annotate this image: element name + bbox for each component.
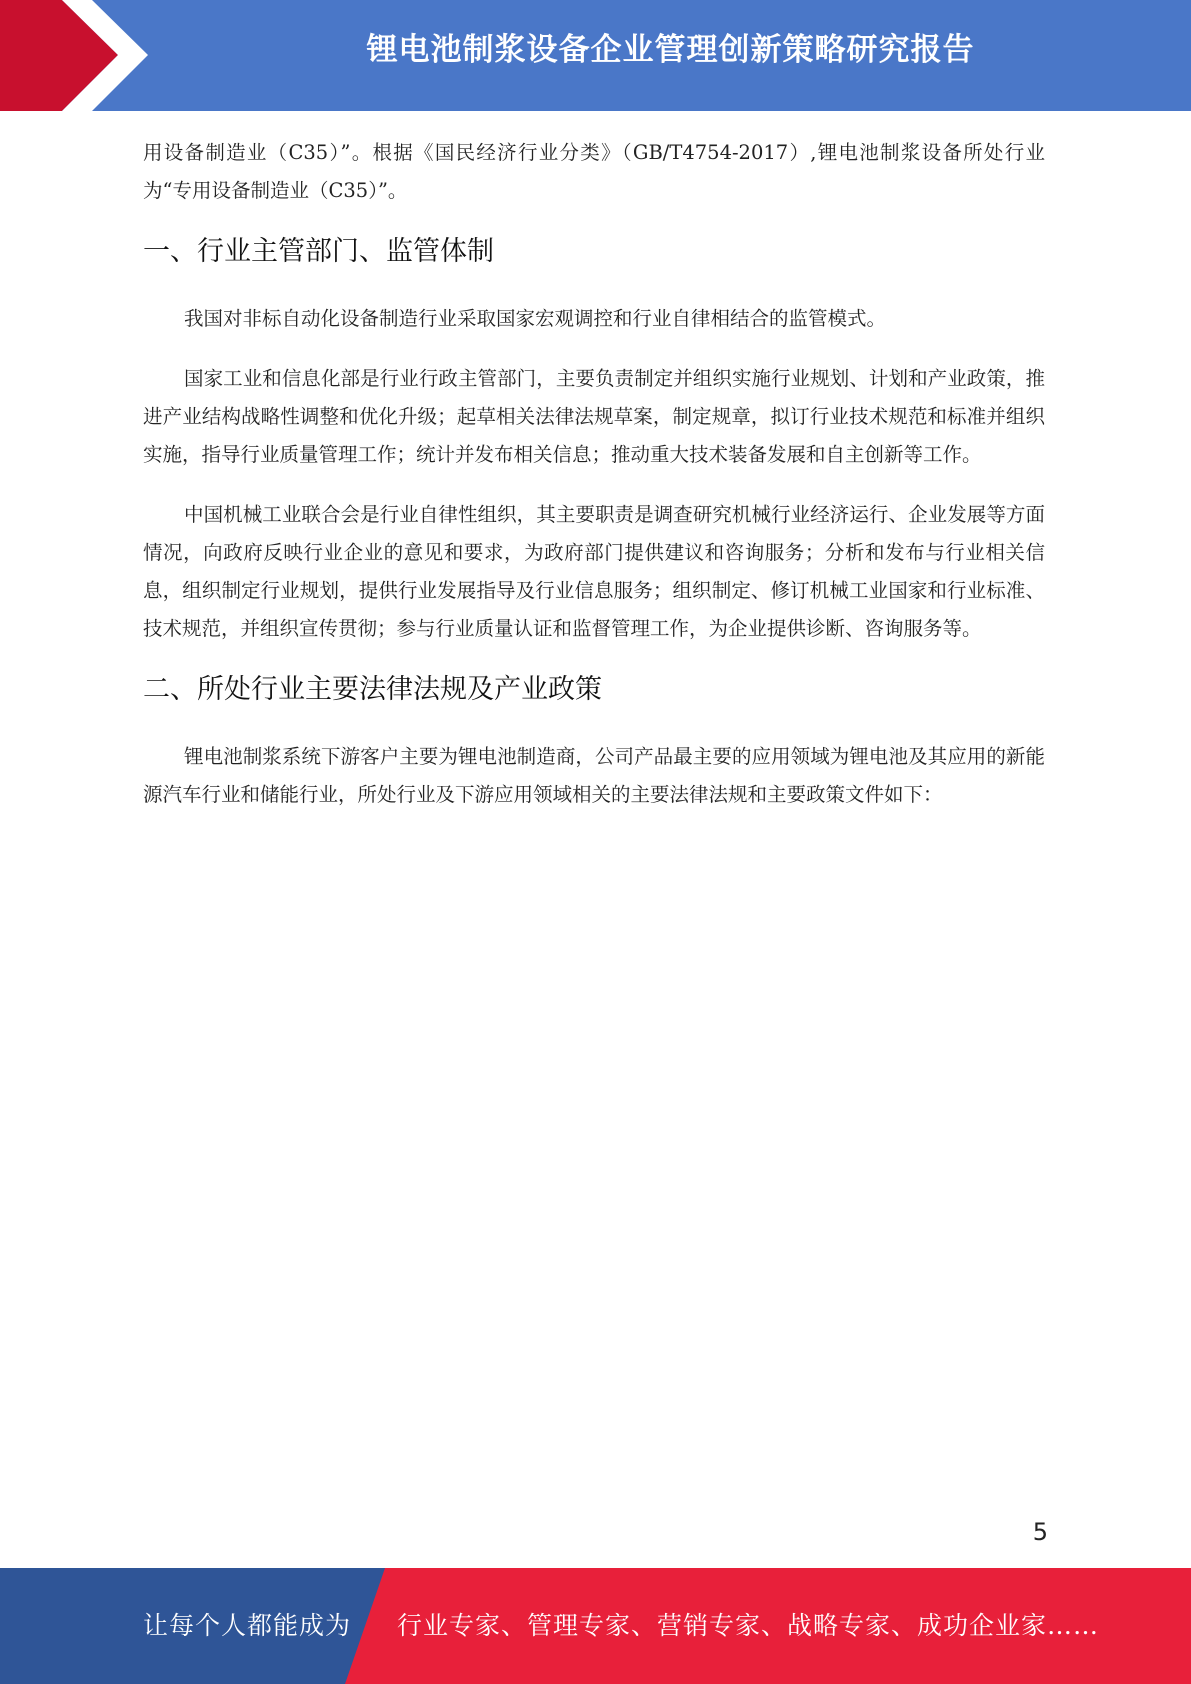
header-chevron-icon — [0, 0, 160, 111]
section-1-heading: 一、行业主管部门、监管体制 — [143, 236, 494, 267]
section-1-paragraph: 国家工业和信息化部是行业行政主管部门，主要负责制定并组织实施行业规划、计划和产业政策，推进产业结构战略性调整和优化升级；起草相关法律法规草案，制定规章，拟订行业技术规范和标准并组织实施，指导行业质量管理工作；统计并发布相关信息；推动重大技术装备发展和自主创新等工作。 — [143, 367, 1045, 466]
page-footer — [0, 1568, 1191, 1684]
footer-slogan-right: 行业专家、管理专家、营销专家、战略专家、成功企业家…… — [397, 1611, 1100, 1640]
intro-paragraph: 用设备制造业（C35）”。根据《国民经济行业分类》（GB/T4754-2017）,锂电池制浆设备所处行业为“专用设备制造业（C35）”。 — [143, 141, 1045, 202]
section-1-paragraph: 我国对非标自动化设备制造行业采取国家宏观调控和行业自律相结合的监管模式。 — [184, 307, 887, 330]
page-number: 5 — [1032, 1518, 1048, 1546]
section-2-heading: 二、所处行业主要法律法规及产业政策 — [143, 674, 602, 705]
section-2-paragraph: 锂电池制浆系统下游客户主要为锂电池制造商，公司产品最主要的应用领域为锂电池及其应用的新能源汽车行业和储能行业，所处行业及下游应用领域相关的主要法律法规和主要政策文件如下： — [143, 745, 1045, 806]
footer-slogan-left: 让每个人都能成为 — [143, 1611, 352, 1640]
page-header — [0, 0, 1191, 111]
section-1-paragraph: 中国机械工业联合会是行业自律性组织，其主要职责是调查研究机械行业经济运行、企业发展等方面情况，向政府反映行业企业的意见和要求，为政府部门提供建议和咨询服务；分析和发布与行业相关信息，组织制定行业规划，提供行业发展指导及行业信息服务；组织制定、修订机械工业国家和行业标准、技术规范，并组织宣传贯彻；参与行业质量认证和监督管理工作，为企业提供诊断、咨询服务等。 — [143, 503, 1045, 640]
report-title: 锂电池制浆设备企业管理创新策略研究报告 — [366, 32, 975, 68]
document-body — [143, 134, 1045, 836]
